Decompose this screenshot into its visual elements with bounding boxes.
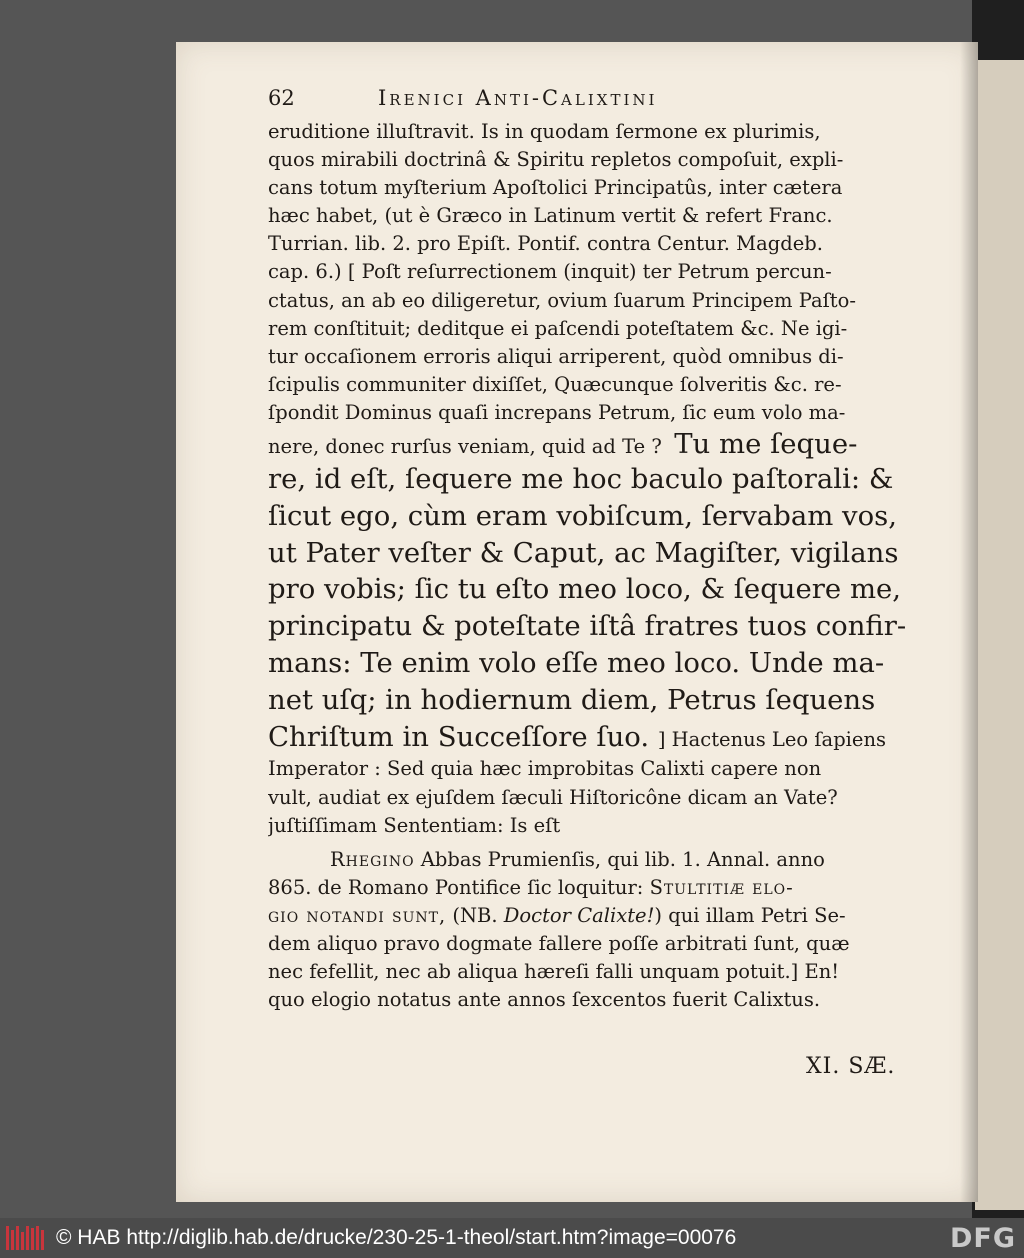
text-line-large: re, id eſt, ſequere me hoc baculo paſtorali: & — [268, 463, 894, 496]
page-number: 62 — [268, 86, 295, 110]
text-run-small: nere, donec rurſus veniam, quid ad Te ? — [268, 435, 662, 459]
next-page-edge — [975, 60, 1024, 1210]
text-line: cap. 6.) [ Poſt reſurrectionem (inquit) ter Petrum percun- — [268, 260, 832, 284]
text-line-mixed — [268, 427, 908, 461]
text-line: nec fefellit, nec ab aliqua hæreſi falli unquam potuit.] En! — [268, 960, 840, 984]
quote-smallcaps: gio notandi sunt, — [268, 903, 447, 927]
copyright-url[interactable]: © HAB http://diglib.hab.de/drucke/230-25-1-theol/start.htm?image=00076 — [56, 1226, 737, 1249]
text-run-small: ] Hactenus Leo ſapiens — [657, 727, 887, 751]
footer-bar — [0, 1218, 1024, 1258]
page-text — [268, 84, 908, 1014]
text-line: Turrian. lib. 2. pro Epiſt. Pontif. contra Centur. Magdeb. — [268, 232, 823, 256]
gutter-shadow — [960, 42, 978, 1202]
text-run-large: Chriſtum in Succeſſore ſuo. — [268, 720, 650, 753]
text-run: ) qui illam Petri Se- — [654, 903, 846, 927]
hab-barcode-icon — [6, 1226, 46, 1250]
text-line-mixed — [268, 719, 908, 756]
text-line: quo elogio notatus ante annos ſexcentos fuerit Calixtus. — [268, 988, 821, 1012]
italic-aside: Doctor Calixte! — [503, 903, 655, 927]
quote-smallcaps: Stultitiæ elo- — [649, 875, 794, 899]
text-line-large: principatu & poteſtate iſtâ fratres tuos confir- — [268, 610, 907, 643]
text-line: rem conſtituit; deditque ei paſcendi poteſtatem &c. Ne igi- — [268, 316, 848, 340]
dfg-logo: DFG — [949, 1223, 1016, 1254]
text-line — [268, 846, 908, 874]
text-line: hæc habet, (ut è Græco in Latinum vertit & refert Franc. — [268, 204, 833, 228]
text-line-large: mans: Te enim volo eſſe meo loco. Unde ma- — [268, 647, 885, 680]
catchword: XI. SÆ. — [806, 1054, 896, 1079]
text-line — [268, 874, 908, 902]
text-line-large: ſicut ego, cùm eram vobiſcum, ſervabam vos, — [268, 499, 897, 532]
text-run: (NB. — [452, 903, 498, 927]
text-line: ſpondit Dominus quaſi increpans Petrum, ſic eum volo ma- — [268, 400, 846, 424]
text-line: cans totum myſterium Apoſtolici Principatûs, inter cætera — [268, 176, 843, 200]
text-line-large: net uſq; in hodiernum diem, Petrus ſequens — [268, 683, 876, 716]
text-line: Imperator : Sed quia hæc improbitas Calixti capere non — [268, 757, 822, 781]
text-line: tur occaſionem erroris aliqui arriperent, quòd omnibus di- — [268, 344, 844, 368]
text-line: eruditione illuſtravit. Is in quodam ſermone ex plurimis, — [268, 120, 821, 143]
text-run: Abbas Prumienſis, qui lib. 1. Annal. anno — [420, 847, 825, 871]
text-line-large: pro vobis; ſic tu eſto meo loco, & ſequere me, — [268, 573, 902, 606]
text-line-large: ut Pater veſter & Caput, ac Magiſter, vigilans — [268, 536, 899, 569]
running-head — [268, 84, 908, 118]
text-run-large: Tu me ſeque- — [674, 428, 858, 461]
text-line: vult, audiat ex ejuſdem ſæculi Hiſtoricône dicam an Vate? — [268, 785, 838, 809]
text-line — [268, 902, 908, 930]
text-line: ctatus, an ab eo diligeretur, ovium ſuarum Principem Paſto- — [268, 288, 856, 312]
text-line: ſcipulis communiter dixiſſet, Quæcunque ſolveritis &c. re- — [268, 372, 842, 396]
name-smallcaps: Rhegino — [330, 847, 415, 871]
text-line: dem aliquo pravo dogmate fallere poſſe arbitrati ſunt, quæ — [268, 931, 850, 955]
text-line: juſtiſſimam Sententiam: Is eſt — [268, 813, 561, 837]
text-line: quos mirabili doctrinâ & Spiritu repletos compoſuit, expli- — [268, 148, 844, 172]
text-run: 865. de Romano Pontifice ſic loquitur: — [268, 875, 644, 899]
running-head-title: Irenici Anti-Calixtini — [378, 86, 658, 110]
